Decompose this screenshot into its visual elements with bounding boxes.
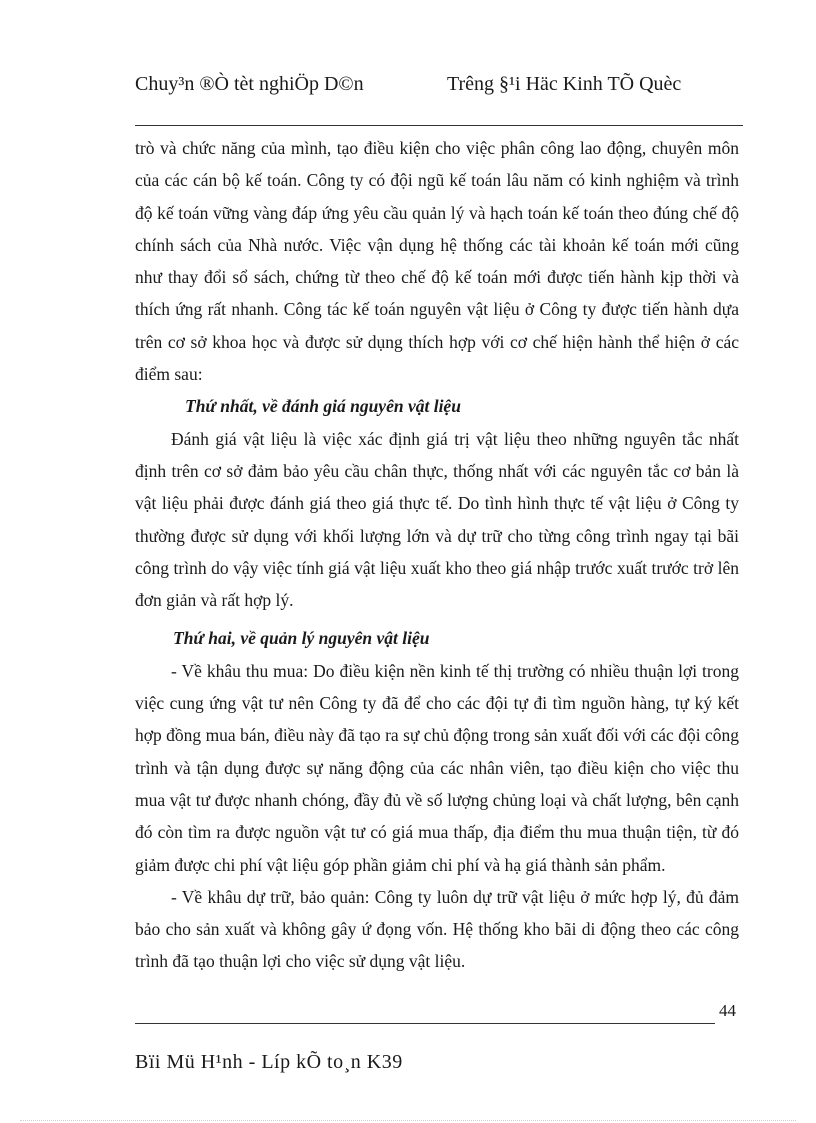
document-body	[135, 132, 739, 978]
paragraph-purchasing: - Về khâu thu mua: Do điều kiện nền kinh tế thị trường có nhiều thuận lợi trong việc cung ứng vật tư nên Công ty đã để cho các đội tự đi tìm nguồn hàng, tự ký kết hợp đồng mua bán, điều này đã tạo ra sự chủ động trong sản xuất đối với các đội công trình và tận dụng được sự năng động của các nhân viên, tạo điều kiện cho việc thu mua vật tư được nhanh chóng, đầy đủ về số lượng chủng loại và chất lượng, bên cạnh đó còn tìm ra được nguồn vật tư có giá mua thấp, địa điểm thu mua thuận tiện, từ đó giảm được chi phí vật liệu góp phần giảm chi phí và hạ giá thành sản phẩm.	[135, 660, 739, 875]
footer-divider	[135, 1023, 715, 1024]
header-left-title: Chuy³n ®Ò tèt nghiÖp D©n	[135, 73, 364, 95]
page-bottom-dotted-line	[20, 1120, 796, 1121]
header-right-title: Trêng §¹i Häc Kinh TÕ Quèc	[447, 73, 682, 95]
page-footer: Bïi Mü H¹nh - Líp kÕ to¸n K39	[135, 1051, 403, 1073]
page-number: 44	[719, 1001, 736, 1020]
paragraph-intro: trò và chức năng của mình, tạo điều kiện cho việc phân công lao động, chuyên môn của các cán bộ kế toán. Công ty có đội ngũ kế toán lâu năm có kinh nghiệm và trình độ kế toán vững vàng đáp ứng yêu cầu quản lý và hạch toán kế toán theo đúng chế độ chính sách của Nhà nước. Việc vận dụng hệ thống các tài khoản kế toán mới cũng như thay đổi sổ sách, chứng từ theo chế độ kế toán mới được tiến hành kịp thời và thích ứng rất nhanh. Công tác kế toán nguyên vật liệu ở Công ty được tiến hành dựa trên cơ sở khoa học và được sử dụng thích hợp với cơ chế hiện hành thể hiện ở các điểm sau:	[135, 138, 739, 385]
section-heading-management: Thứ hai, về quản lý nguyên vật liệu	[173, 628, 430, 649]
section-heading-valuation: Thứ nhất, về đánh giá nguyên vật liệu	[185, 396, 461, 417]
paragraph-valuation: Đánh giá vật liệu là việc xác định giá trị vật liệu theo những nguyên tắc nhất định trên cơ sở đảm bảo yêu cầu chân thực, thống nhất với các nguyên tắc cơ bản là vật liệu phải được đánh giá theo giá thực tế. Do tình hình thực tế vật liệu ở Công ty thường được sử dụng với khối lượng lớn và dự trữ cho từng công trình ngay tại bãi công trình do vậy việc tính giá vật liệu xuất kho theo giá nhập trước xuất trước trở lên đơn giản và rất hợp lý.	[135, 428, 739, 611]
paragraph-storage: - Về khâu dự trữ, bảo quản: Công ty luôn dự trữ vật liệu ở mức hợp lý, đủ đảm bảo cho sản xuất và không gây ứ đọng vốn. Hệ thống kho bãi di động theo các công trình đã tạo thuận lợi cho việc sử dụng vật liệu.	[135, 886, 739, 972]
header-divider	[135, 125, 743, 126]
